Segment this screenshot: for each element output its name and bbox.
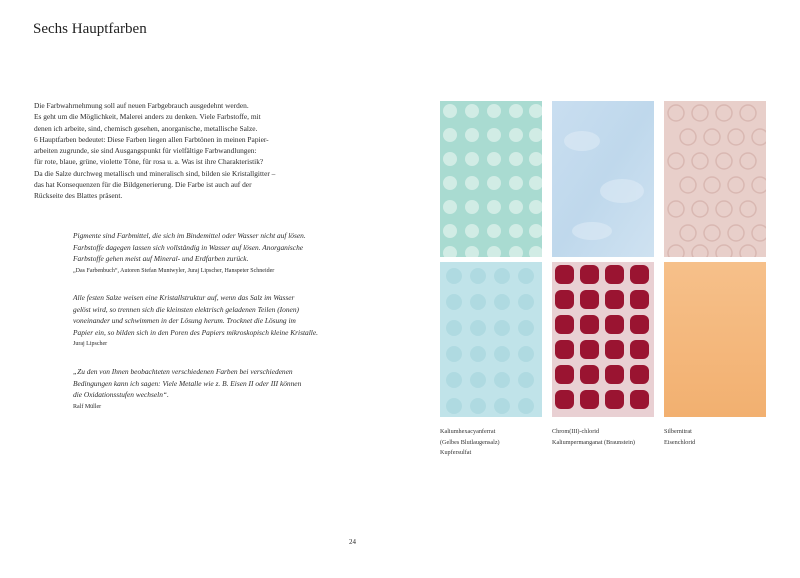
- caption-column-2: [552, 427, 662, 448]
- color-sample-rose: [664, 101, 766, 257]
- quote-line: Farbstoffe gehen meist auf Mineral- und Erdfarben zurück.: [73, 254, 249, 264]
- body-line: für rote, blaue, grüne, violette Töne, für rosa u. a. Was ist ihre Charakteristik?: [34, 157, 264, 167]
- quote-line: „Zu den von Ihnen beobachteten verschiedenen Farben bei verschiedenen: [73, 367, 293, 376]
- page-title: Sechs Hauptfarben: [33, 21, 147, 37]
- body-line: Da die Salze durchweg metallisch und mineralisch sind, bilden sie Kristallgitter –: [34, 168, 276, 178]
- caption-line: Chrom(III)-chlorid: [552, 428, 600, 435]
- color-sample-crimson: [552, 262, 654, 417]
- caption-line: Kaliumhexacyanferrat: [440, 428, 496, 435]
- quote-line: Papier ein, so bilden sich in den Poren des Papiers mikroskopisch kleine Kristalle.: [73, 327, 318, 337]
- quote-lipscher: [73, 292, 373, 349]
- caption-column-1: [440, 427, 550, 459]
- quote-farbenbuch: [73, 230, 373, 276]
- quote-line: Farbstoffe dagegen lassen sich vollständig in Wasser auf lösen. Anorganische: [73, 242, 304, 252]
- color-sample-orange: [664, 262, 766, 417]
- body-line: 6 Hauptfarben bedeutet: Diese Farben liegen allen Farbtönen in meinen Papier-: [34, 134, 269, 144]
- caption-line: Silbernitrat: [664, 428, 692, 435]
- quote-line: Pigmente sind Farbmittel, die sich im Bindemittel oder Wasser nicht auf lösen.: [73, 231, 306, 240]
- caption-line: Eisenchlorid: [664, 438, 696, 446]
- body-line: arbeiten zugrunde, sie sind Ausgangspunkt für vielfältige Farbwandlungen:: [34, 146, 257, 156]
- quote-line: Bedingungen kann ich sagen: Viele Metalle wie z. B. Eisen II oder III können: [73, 378, 302, 388]
- quote-source: Ralf Müller: [73, 403, 102, 410]
- color-sample-light-blue: [552, 101, 654, 257]
- caption-line: Kaliumpermanganat (Braunstein): [552, 438, 635, 446]
- body-line: denen ich arbeite, sind, chemisch gesehen, anorganische, metallische Salze.: [34, 123, 258, 133]
- body-line: Es geht um die Möglichkeit, Malerei anders zu denken. Viele Farbstoffe, mit: [34, 112, 261, 122]
- color-sample-aqua: [440, 262, 542, 417]
- body-line: Rückseite des Blattes präsent.: [34, 191, 123, 201]
- quote-source: Juraj Lipscher: [73, 341, 108, 348]
- caption-column-3: [664, 427, 774, 448]
- quote-line: gelöst wird, so trennen sich die kleinsten elektrisch geladenen Teilen (Ionen): [73, 304, 299, 314]
- quote-line: voneinander und schwimmen in der Lösung herum. Trocknet die Lösung im: [73, 316, 296, 326]
- page-number: 24: [349, 538, 356, 546]
- body-line: Die Farbwahrnehmung soll auf neuen Farbgebrauch ausgedehnt werden.: [34, 101, 249, 110]
- quote-mueller: [73, 366, 373, 412]
- quote-line: Alle festen Salze weisen eine Kristallstruktur auf, wenn das Salz im Wasser: [73, 293, 295, 302]
- caption-line: (Gelbes Blutlaugensalz): [440, 438, 500, 446]
- caption-line: Kupfersulfat: [440, 449, 472, 456]
- color-sample-mint: [440, 101, 542, 257]
- body-line: das hat Konsequenzen für die Bildgenerierung. Die Farbe ist auch auf der: [34, 180, 252, 190]
- quote-source: „Das Farbenbuch“, Autoren Stefan Muntwyler, Juraj Lipscher, Hanspeter Schneider: [73, 267, 275, 274]
- quote-line: die Oxidationsstufen wechseln“.: [73, 390, 169, 400]
- intro-text: [34, 100, 334, 202]
